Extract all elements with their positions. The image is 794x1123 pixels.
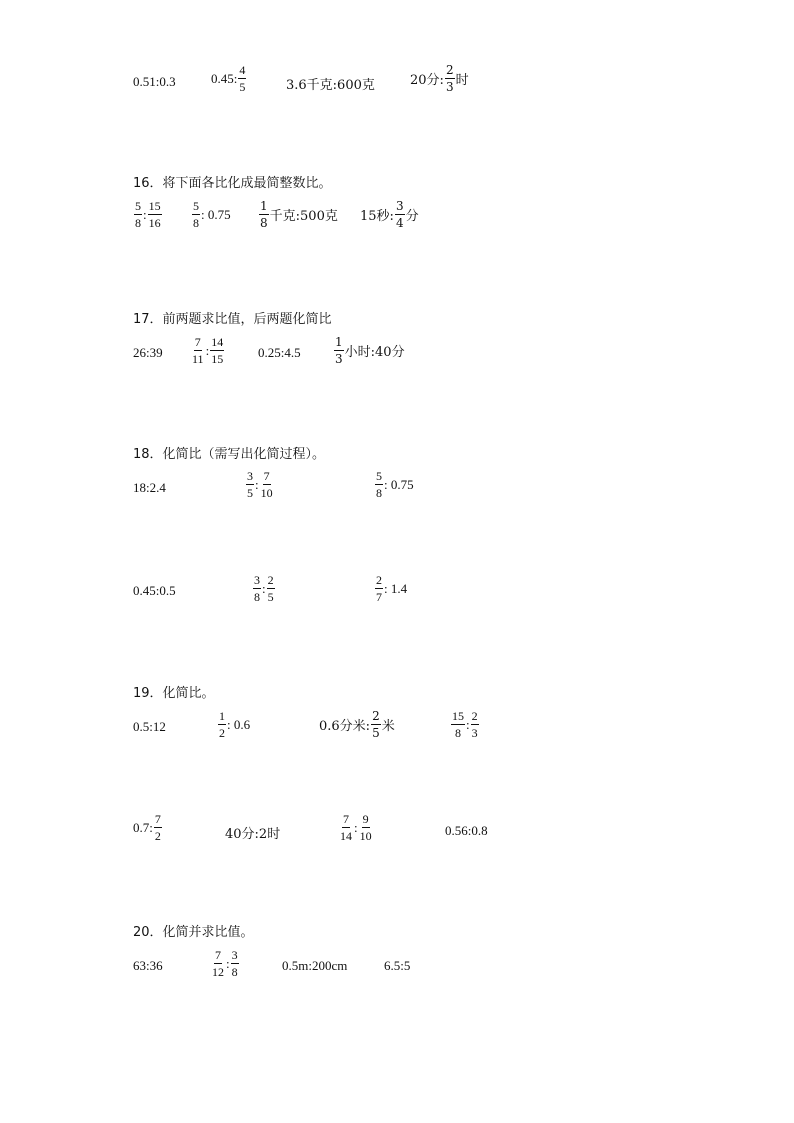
ratio-text: : [466,716,470,732]
denominator: 4 [395,216,404,230]
denominator: 10 [260,486,273,500]
numerator: 4 [239,63,246,77]
numerator: 7 [215,948,221,962]
denominator: 8 [231,965,238,979]
numerator: 2 [376,573,382,587]
expr-ratio: 6.5:5 [384,958,411,973]
fraction [267,574,275,603]
fraction [339,813,353,842]
expr-ratio [245,470,275,499]
ratio-text: : [205,342,210,358]
fraction [371,710,381,739]
fraction [238,64,246,93]
fraction [218,710,226,739]
expr-ratio: 0.5:12 [133,719,166,734]
ratio-text: : [354,819,358,835]
fraction [451,710,465,739]
numerator: 1 [260,199,268,213]
fraction [375,574,383,603]
ratio-text: : 0.6 [227,716,251,732]
expr-ratio: 26:39 [133,345,163,360]
expr-ratio: 40分:2时 [225,827,281,842]
fraction [154,813,162,842]
ratio-text: : [226,955,230,971]
numerator: 15 [452,709,464,723]
fraction [192,200,200,229]
expr-ratio [374,470,414,499]
denominator: 3 [471,726,478,740]
ratio-text: 时 [455,73,469,88]
fraction [260,470,274,499]
expr-ratio [191,200,231,229]
expr-ratio: 63:36 [133,958,163,973]
denominator: 8 [193,216,199,230]
expr-ratio [338,813,374,842]
fraction [231,949,239,978]
numerator: 3 [254,573,260,587]
expr-ratio [360,200,419,229]
denominator: 3 [335,352,343,366]
ratio-text: 米 [381,719,395,734]
fraction [259,200,269,229]
ratio-text: 0.6分米: [319,719,371,734]
expr-ratio [133,813,163,842]
ratio-text: : [255,476,259,492]
numerator: 5 [135,199,141,213]
question-18-title: 18．化简比（需写出化简过程）。 [133,447,326,462]
denominator: 2 [219,726,225,740]
numerator: 9 [362,812,369,826]
denominator: 12 [212,965,224,979]
denominator: 8 [254,590,260,604]
expr-ratio [258,200,338,229]
denominator: 5 [372,726,380,740]
denominator: 15 [211,352,224,366]
expr-ratio [410,64,469,93]
ratio-text: 15秒: [360,209,394,224]
denominator: 3 [445,80,454,94]
numerator: 2 [471,709,478,723]
expr-ratio [252,574,276,603]
denominator: 8 [455,726,461,740]
fraction [395,200,405,229]
ratio-text: : 0.75 [384,476,414,492]
numerator: 2 [372,709,380,723]
ratio-text: : [262,580,266,596]
fraction [191,336,205,365]
expr-ratio [190,336,225,365]
denominator: 5 [267,590,274,604]
numerator: 3 [395,199,404,213]
ratio-text: : 1.4 [384,580,408,596]
fraction [246,470,254,499]
expr-ratio: 0.51:0.3 [133,74,176,89]
expr-ratio [333,336,405,365]
question-17-title: 17．前两题求比值，后两题化简比 [133,312,332,327]
ratio-text: 分 [405,209,419,224]
numerator: 7 [154,812,161,826]
numerator: 7 [343,812,349,826]
ratio-text: 0.7: [133,819,153,835]
numerator: 2 [445,63,454,77]
fraction [134,200,142,229]
denominator: 14 [340,829,352,843]
numerator: 1 [335,335,343,349]
numerator: 3 [231,948,238,962]
denominator: 11 [192,352,204,366]
numerator: 15 [148,199,161,213]
denominator: 10 [359,829,372,843]
fraction [211,949,225,978]
fraction [253,574,261,603]
expr-ratio [319,710,395,739]
fraction [445,64,455,93]
ratio-text: 20分: [410,73,444,88]
expr-ratio [374,574,407,603]
numerator: 3 [247,469,253,483]
numerator: 7 [194,335,201,349]
denominator: 8 [260,216,268,230]
expr-ratio [133,200,163,229]
ratio-text: 小时:40分 [344,345,405,360]
ratio-text: 千克:500克 [269,209,338,224]
denominator: 2 [154,829,161,843]
denominator: 5 [239,80,246,94]
ratio-text: : 0.75 [201,206,231,222]
expr-ratio: 0.25:4.5 [258,345,301,360]
denominator: 8 [135,216,141,230]
ratio-text: 0.45: [211,70,238,86]
fraction [471,710,479,739]
numerator: 5 [376,469,382,483]
numerator: 5 [193,199,199,213]
denominator: 7 [376,590,382,604]
question-16-title: 16．将下面各比化成最简整数比。 [133,176,332,191]
denominator: 8 [376,486,382,500]
numerator: 7 [263,469,270,483]
numerator: 2 [267,573,274,587]
expr-ratio: 0.45:0.5 [133,583,176,598]
denominator: 16 [148,216,161,230]
question-19-title: 19．化简比。 [133,686,215,701]
fraction [334,336,344,365]
question-20-title: 20．化简并求比值。 [133,925,254,940]
denominator: 5 [247,486,253,500]
fraction [375,470,383,499]
expr-ratio: 0.56:0.8 [445,823,488,838]
fraction [210,336,224,365]
expr-ratio: 3.6千克:600克 [286,78,375,93]
fraction [148,200,162,229]
expr-ratio: 0.5m:200cm [282,958,348,973]
numerator: 14 [211,335,224,349]
expr-ratio: 18:2.4 [133,480,166,495]
ratio-text: : [143,206,147,222]
expr-ratio [217,710,250,739]
fraction [359,813,373,842]
expr-ratio [450,710,480,739]
numerator: 1 [219,709,225,723]
expr-ratio [210,949,240,978]
expr-ratio [211,64,247,93]
